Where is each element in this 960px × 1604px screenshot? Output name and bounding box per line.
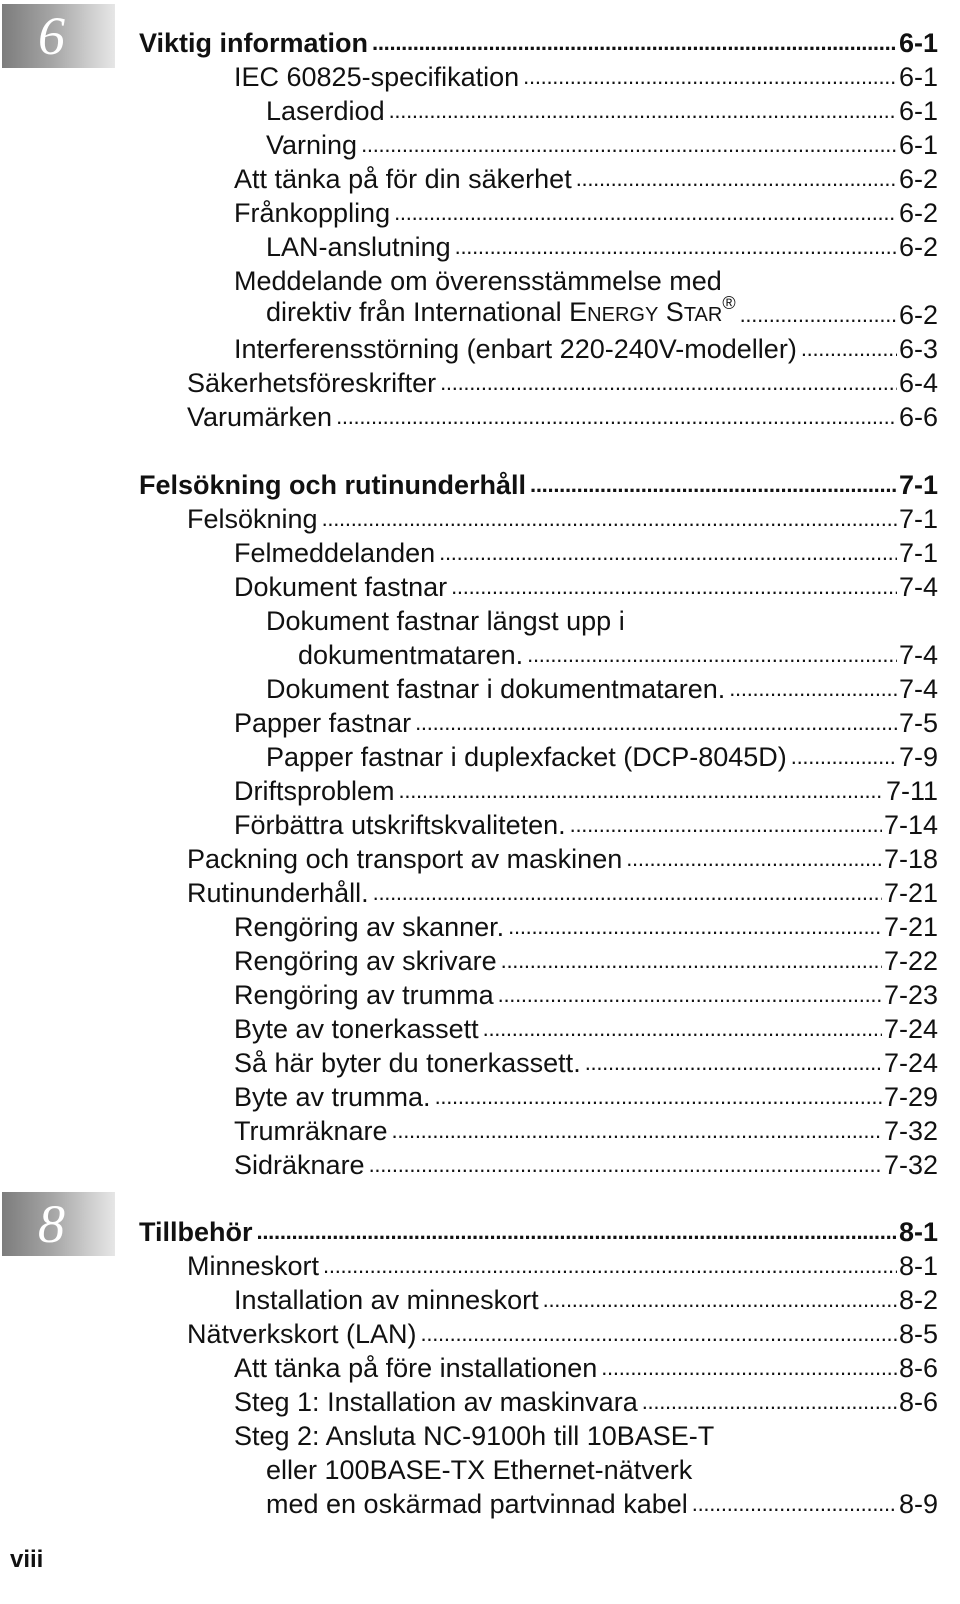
- leader-dots: [372, 25, 897, 59]
- toc-entry[interactable]: Rengöring av skanner. . . . 7-21: [234, 911, 938, 943]
- toc-entry[interactable]: LAN-anslutning . . . 6-2: [266, 231, 938, 263]
- leader-dots: [257, 1214, 897, 1248]
- toc-entry[interactable]: Laserdiod . . . 6-1: [266, 95, 938, 127]
- leader-dots: [483, 1011, 882, 1045]
- leader-dots: [527, 637, 897, 671]
- leader-dots: [336, 399, 897, 433]
- toc-entry[interactable]: Minneskort . . . 8-1: [187, 1250, 938, 1282]
- leader-dots: [455, 229, 897, 263]
- leader-dots: [626, 841, 882, 875]
- toc-entry[interactable]: Felmeddelanden . . . 7-1: [234, 537, 938, 569]
- leader-dots: [508, 909, 882, 943]
- leader-dots: [323, 1248, 897, 1282]
- toc-entry[interactable]: Byte av trumma. . . . 7-29: [234, 1081, 938, 1113]
- toc-heading[interactable]: Felsökning och rutinunderhåll . . . 7-1: [139, 469, 938, 501]
- leader-dots: [585, 1045, 882, 1079]
- toc-entry[interactable]: Steg 1: Installation av maskinvara . . . 8-6: [234, 1386, 938, 1418]
- toc-entry[interactable]: Dokument fastnar längst upp i: [266, 606, 625, 636]
- leader-dots: [394, 195, 897, 229]
- toc-entry[interactable]: med en oskärmad partvinnad kabel . . . 8-9: [266, 1488, 938, 1520]
- toc-entry[interactable]: Papper fastnar . . . 7-5: [234, 707, 938, 739]
- leader-dots: [692, 1486, 897, 1520]
- toc-entry[interactable]: Driftsproblem . . . 7-11: [234, 775, 938, 807]
- toc-entry[interactable]: Förbättra utskriftskvaliteten. . . . 7-14: [234, 809, 938, 841]
- toc-entry[interactable]: Steg 2: Ansluta NC-9100h till 10BASE-T: [234, 1421, 715, 1451]
- leader-dots: [570, 807, 882, 841]
- leader-dots: [543, 1282, 897, 1316]
- leader-dots: [392, 1113, 882, 1147]
- toc-heading[interactable]: Tillbehör . . . 8-1: [139, 1216, 938, 1248]
- leader-dots: [389, 93, 897, 127]
- toc-entry[interactable]: Sidräknare . . . 7-32: [234, 1149, 938, 1181]
- toc-entry[interactable]: IEC 60825-specifikation . . . 6-1: [234, 61, 938, 93]
- toc-entry[interactable]: Varning . . . 6-1: [266, 129, 938, 161]
- toc-entry[interactable]: Säkerhetsföreskrifter . . . 6-4: [187, 367, 938, 399]
- leader-dots: [740, 297, 897, 331]
- leader-dots: [451, 569, 897, 603]
- leader-dots: [601, 1350, 897, 1384]
- toc-entry[interactable]: Installation av minneskort . . . 8-2: [234, 1284, 938, 1316]
- toc-entry[interactable]: Rengöring av skrivare . . . 7-22: [234, 945, 938, 977]
- leader-dots: [530, 467, 897, 501]
- toc-entry[interactable]: Frånkoppling . . . 6-2: [234, 197, 938, 229]
- toc-entry[interactable]: eller 100BASE-TX Ethernet-nätverk: [266, 1455, 693, 1485]
- toc-entry[interactable]: Byte av tonerkassett . . . 7-24: [234, 1013, 938, 1045]
- leader-dots: [801, 331, 897, 365]
- leader-dots: [791, 739, 897, 773]
- leader-dots: [322, 501, 897, 535]
- chapter-number: 6: [38, 6, 65, 66]
- chapter-tab-6: [2, 4, 115, 68]
- leader-dots: [369, 1147, 882, 1181]
- page-number: viii: [10, 1546, 44, 1573]
- leader-dots: [439, 535, 897, 569]
- leader-dots: [729, 671, 897, 705]
- leader-dots: [415, 705, 897, 739]
- leader-dots: [373, 875, 882, 909]
- toc-entry[interactable]: Rutinunderhåll. . . . 7-21: [187, 877, 938, 909]
- leader-dots: [576, 161, 897, 195]
- registered-mark: ®: [722, 293, 736, 313]
- toc-entry[interactable]: Varumärken . . . 6-6: [187, 401, 938, 433]
- toc-heading[interactable]: Viktig information . . . 6-1: [139, 27, 938, 59]
- leader-dots: [642, 1384, 897, 1418]
- toc-entry[interactable]: Interferensstörning (enbart 220-240V-modeller) . . . 6-3: [234, 333, 938, 365]
- toc-entry[interactable]: Meddelande om överensstämmelse med: [234, 266, 722, 296]
- toc-entry[interactable]: Nätverkskort (LAN) . . . 8-5: [187, 1318, 938, 1350]
- toc-entry[interactable]: Papper fastnar i duplexfacket (DCP-8045D) . . . 7-9: [266, 741, 938, 773]
- toc-entry[interactable]: Trumräknare . . . 7-32: [234, 1115, 938, 1147]
- leader-dots: [501, 943, 882, 977]
- leader-dots: [361, 127, 897, 161]
- leader-dots: [440, 365, 897, 399]
- toc-entry[interactable]: Dokument fastnar . . . 7-4: [234, 571, 938, 603]
- toc-entry[interactable]: Rengöring av trumma . . . 7-23: [234, 979, 938, 1011]
- toc-entry[interactable]: Packning och transport av maskinen . . . 7-18: [187, 843, 938, 875]
- toc-entry[interactable]: Att tänka på före installationen . . . 8-6: [234, 1352, 938, 1384]
- chapter-number: 8: [38, 1194, 65, 1254]
- leader-dots: [399, 773, 884, 807]
- toc-entry[interactable]: Dokument fastnar i dokumentmataren. . . . 7-4: [266, 673, 938, 705]
- toc-entry[interactable]: Så här byter du tonerkassett. . . . 7-24: [234, 1047, 938, 1079]
- toc-entry[interactable]: Felsökning . . . 7-1: [187, 503, 938, 535]
- toc-entry[interactable]: direktiv från International ENERGY STAR® . . . 6-2: [266, 299, 938, 331]
- leader-dots: [421, 1316, 897, 1350]
- chapter-tab-8: [2, 1192, 115, 1256]
- leader-dots: [523, 59, 897, 93]
- leader-dots: [435, 1079, 882, 1113]
- toc-entry[interactable]: dokumentmataren. . . . 7-4: [298, 639, 938, 671]
- leader-dots: [498, 977, 882, 1011]
- toc-entry[interactable]: Att tänka på för din säkerhet . . . 6-2: [234, 163, 938, 195]
